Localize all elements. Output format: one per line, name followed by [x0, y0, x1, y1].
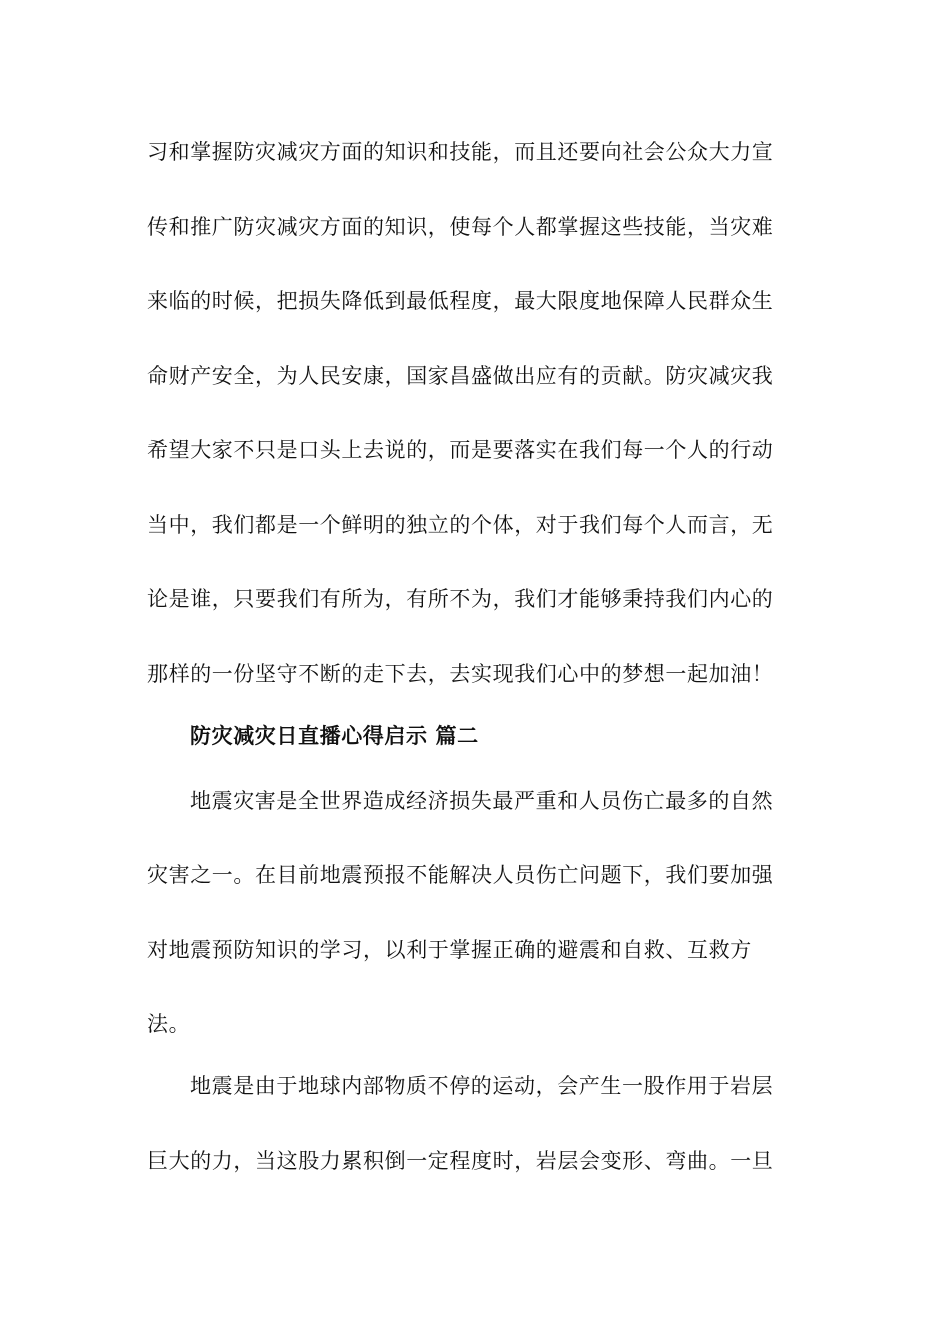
paragraph-line: 传和推广防灾减灾方面的知识，使每个人都掌握这些技能，当灾难	[147, 215, 774, 239]
paragraph-line: 当中，我们都是一个鲜明的独立的个体，对于我们每个人而言，无	[147, 513, 774, 537]
paragraph-line: 地震灾害是全世界造成经济损失最严重和人员伤亡最多的自然	[190, 789, 774, 813]
paragraph-line: 灾害之一。在目前地震预报不能解决人员伤亡问题下，我们要加强	[147, 863, 774, 887]
paragraph-line: 地震是由于地球内部物质不停的运动，会产生一股作用于岩层	[190, 1074, 774, 1098]
section-heading: 防灾减灾日直播心得启示 篇二	[190, 723, 479, 748]
paragraph-line: 命财产安全，为人民安康，国家昌盛做出应有的贡献。防灾减灾我	[147, 364, 774, 388]
paragraph-line: 来临的时候，把损失降低到最低程度，最大限度地保障人民群众生	[147, 289, 774, 313]
paragraph-line: 希望大家不只是口头上去说的，而是要落实在我们每一个人的行动	[147, 438, 774, 462]
paragraph-line: 那样的一份坚守不断的走下去，去实现我们心中的梦想一起加油！	[147, 662, 774, 686]
paragraph-line: 习和掌握防灾减灾方面的知识和技能，而且还要向社会公众大力宣	[147, 140, 774, 164]
paragraph-line: 巨大的力，当这股力累积倒一定程度时，岩层会变形、弯曲。一旦	[147, 1149, 774, 1173]
paragraph-line: 论是谁，只要我们有所为，有所不为，我们才能够秉持我们内心的	[147, 587, 774, 611]
paragraph-line: 法。	[147, 1012, 191, 1036]
paragraph-line: 对地震预防知识的学习，以利于掌握正确的避震和自救、互救方	[147, 938, 752, 962]
